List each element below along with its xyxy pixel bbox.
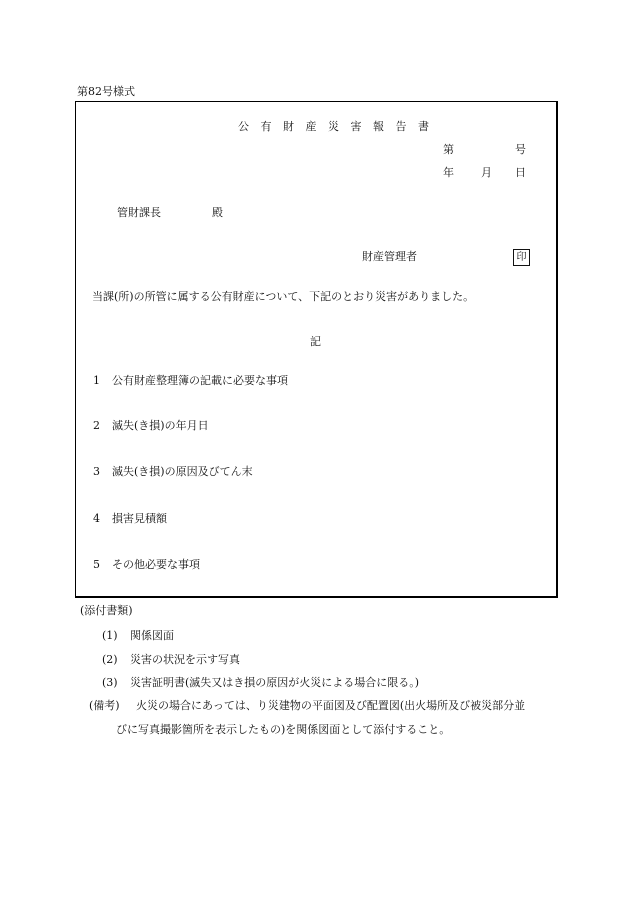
- addressee-name: 管財課長: [117, 206, 161, 219]
- addressee-honorific: 殿: [212, 206, 223, 219]
- sender-title: 財産管理者: [362, 250, 417, 263]
- date-day: 日: [515, 166, 526, 179]
- attachments-heading: (添付書類): [80, 604, 133, 617]
- attachment-2-text: 災害の状況を示す写真: [130, 653, 240, 666]
- notes-line-2: びに写真撮影箇所を表示したもの)を関係図面として添付すること。: [116, 723, 451, 736]
- item-4-text: 損害見積額: [112, 512, 167, 525]
- form-title: 公 有 財 産 災 害 報 告 書: [238, 120, 433, 133]
- body-text: 当課(所)の所管に属する公有財産について、下記のとおり災害がありました。: [92, 290, 475, 303]
- item-3-number: 3: [93, 465, 100, 478]
- item-4-number: 4: [93, 512, 100, 525]
- item-1-text: 公有財産整理簿の記載に必要な事項: [112, 374, 288, 387]
- attachment-3-text: 災害証明書(滅失又はき損の原因が火災による場合に限る。): [130, 676, 420, 689]
- item-2-text: 滅失(き損)の年月日: [112, 419, 209, 432]
- attachment-1-number: (1): [102, 629, 118, 642]
- date-year: 年: [443, 166, 454, 179]
- attachment-1-text: 関係図面: [130, 629, 174, 642]
- date-month: 月: [481, 166, 492, 179]
- attachment-3-number: (3): [102, 676, 118, 689]
- seal-mark: 印: [513, 249, 530, 266]
- item-2-number: 2: [93, 419, 100, 432]
- attachment-2-number: (2): [102, 653, 118, 666]
- ki-heading: 記: [310, 335, 321, 348]
- item-5-text: その他必要な事項: [112, 558, 200, 571]
- notes-label: (備考): [89, 699, 120, 712]
- notes-line-1: 火災の場合にあっては、り災建物の平面図及び配置図(出火場所及び被災部分並: [136, 699, 526, 712]
- number-prefix: 第: [443, 143, 454, 156]
- number-suffix: 号: [515, 143, 526, 156]
- item-3-text: 滅失(き損)の原因及びてん末: [112, 465, 253, 478]
- form-number: 第82号様式: [77, 85, 135, 98]
- item-5-number: 5: [93, 558, 100, 571]
- item-1-number: 1: [93, 374, 100, 387]
